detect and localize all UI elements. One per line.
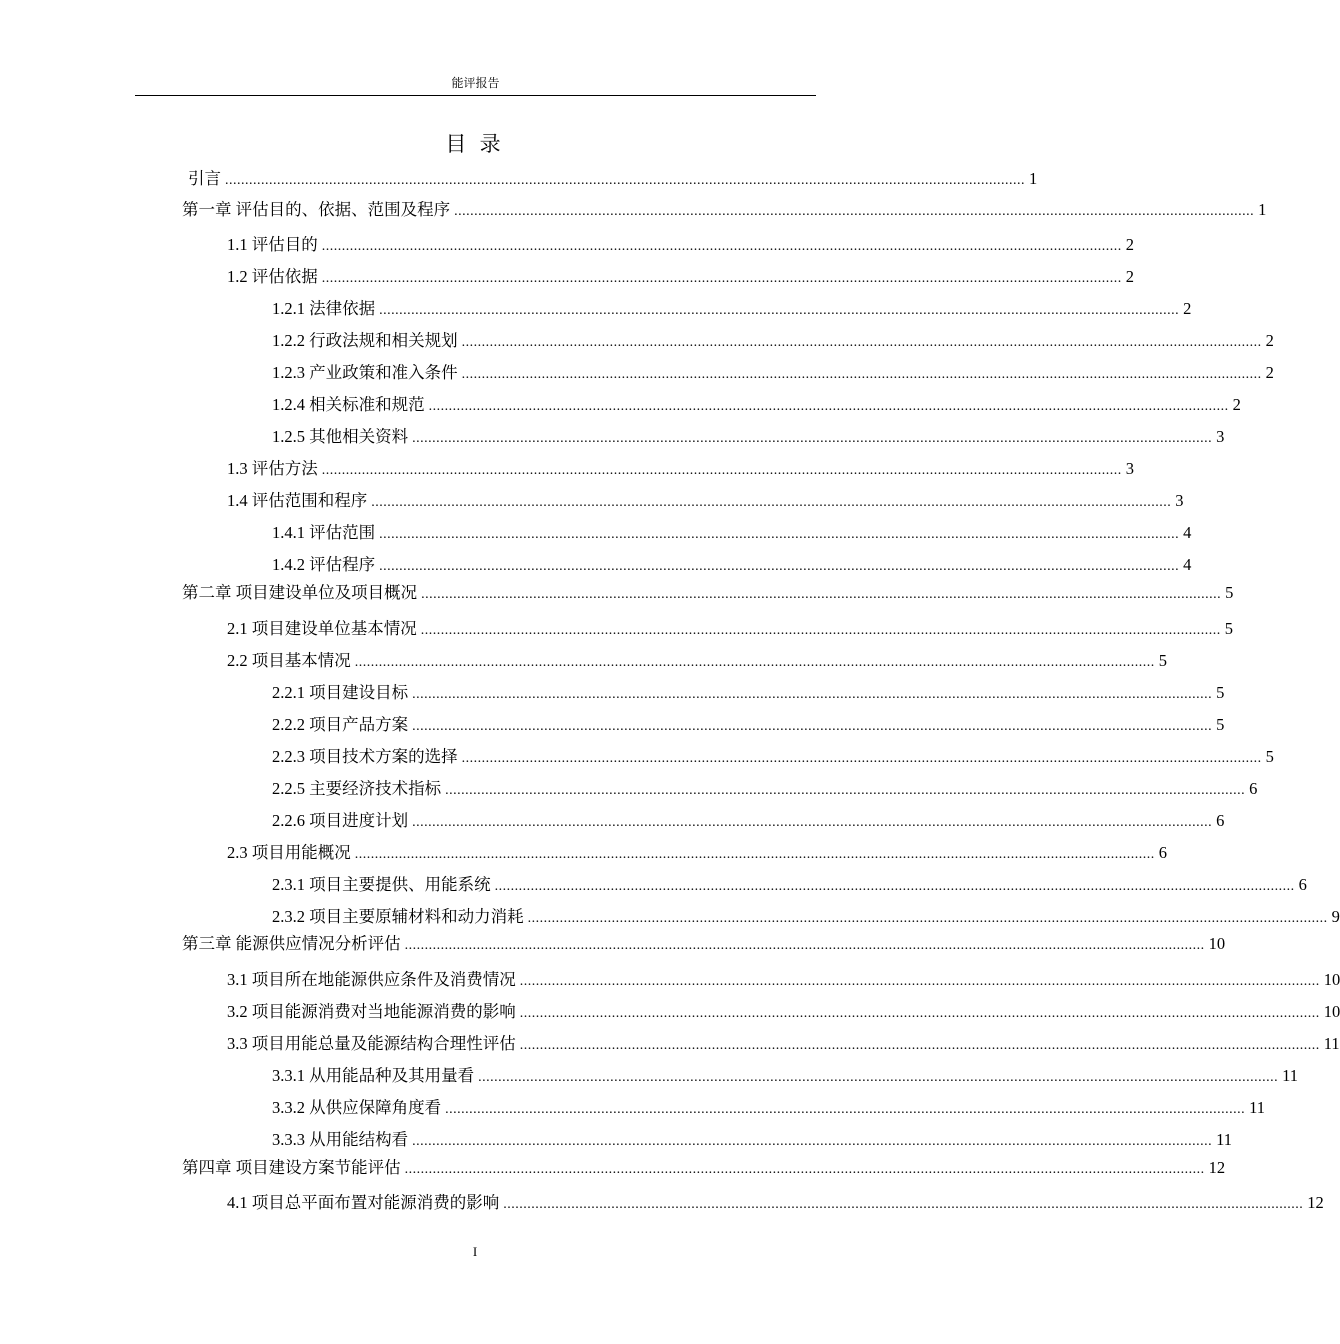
page-number: I [472, 1244, 478, 1259]
toc-entry-title: 2.2.3 项目技术方案的选择 [272, 747, 458, 766]
toc-leader-dots: ........................................................................................................................................................................................................ [494, 879, 1295, 894]
toc-entry-title: 3.3.3 从用能结构看 [272, 1130, 409, 1149]
toc-entry-page: 6 [1249, 779, 1258, 798]
toc-leader-dots: ........................................................................................................................................................................................................ [404, 1162, 1205, 1177]
toc-entry-title: 3.3 项目用能总量及能源结构合理性评估 [227, 1034, 516, 1053]
toc-entry[interactable] [272, 328, 1274, 354]
toc-leader-dots: ........................................................................................................................................................................................................ [321, 463, 1122, 478]
toc-leader-dots: ........................................................................................................................................................................................................ [428, 399, 1229, 414]
toc-entry[interactable] [272, 808, 1225, 834]
toc-leader-dots: ........................................................................................................................................................................................................ [461, 335, 1262, 350]
toc-entry-title: 1.2.1 法律依据 [272, 299, 376, 318]
toc-entry-page: 11 [1249, 1098, 1266, 1117]
toc-entry[interactable] [272, 872, 1307, 898]
toc-leader-dots: ........................................................................................................................................................................................................ [379, 527, 1180, 542]
toc-entry-title: 第二章 项目建设单位及项目概况 [182, 583, 418, 602]
toc-leader-dots: ........................................................................................................................................................................................................ [379, 303, 1180, 318]
toc-leader-dots: ........................................................................................................................................................................................................ [478, 1070, 1279, 1085]
toc-entry-title: 2.2.6 项目进度计划 [272, 811, 409, 830]
toc-entry-title: 2.2.2 项目产品方案 [272, 715, 409, 734]
toc-entry-page: 5 [1225, 583, 1234, 602]
toc-entry-title: 2.2.5 主要经济技术指标 [272, 779, 442, 798]
toc-entry-page: 2 [1125, 235, 1134, 254]
toc-entry-title: 第一章 评估目的、依据、范围及程序 [182, 200, 451, 219]
toc-entry-title: 1.2.3 产业政策和准入条件 [272, 363, 458, 382]
toc-entry-page: 12 [1208, 1158, 1226, 1177]
toc-leader-dots: ........................................................................................................................................................................................................ [321, 271, 1122, 286]
toc-leader-dots: ........................................................................................................................................................................................................ [420, 623, 1221, 638]
toc-entry[interactable] [227, 1190, 1324, 1216]
toc-entry[interactable] [227, 264, 1134, 290]
toc-entry[interactable] [272, 520, 1192, 546]
toc-entry-page: 2 [1232, 395, 1241, 414]
toc-entry[interactable] [272, 744, 1274, 770]
toc-entry-page: 11 [1323, 1034, 1340, 1053]
toc-entry-title: 2.2.1 项目建设目标 [272, 683, 409, 702]
toc-entry-page: 11 [1282, 1066, 1299, 1085]
toc-entry-page: 6 [1216, 811, 1225, 830]
toc-entry[interactable] [182, 580, 1234, 606]
toc-entry-title: 1.2.4 相关标准和规范 [272, 395, 425, 414]
toc-leader-dots: ........................................................................................................................................................................................................ [461, 367, 1262, 382]
toc-entry-page: 5 [1216, 683, 1225, 702]
toc-entry-title: 1.4 评估范围和程序 [227, 491, 368, 510]
toc-entry[interactable] [227, 648, 1167, 674]
toc-leader-dots: ........................................................................................................................................................................................................ [527, 911, 1328, 926]
toc-entry-title: 2.1 项目建设单位基本情况 [227, 619, 417, 638]
toc-entry[interactable] [272, 680, 1225, 706]
toc-leader-dots: ........................................................................................................................................................................................................ [412, 687, 1213, 702]
toc-entry-page: 4 [1183, 523, 1192, 542]
toc-leader-dots: ........................................................................................................................................................................................................ [519, 1038, 1320, 1053]
toc-leader-dots: ........................................................................................................................................................................................................ [445, 783, 1246, 798]
toc-entry[interactable] [272, 360, 1274, 386]
toc-entry-title: 3.3.2 从供应保障角度看 [272, 1098, 442, 1117]
toc-entry-page: 6 [1298, 875, 1307, 894]
toc-entry-title: 2.2 项目基本情况 [227, 651, 351, 670]
toc-entry-page: 2 [1265, 363, 1274, 382]
toc-entry[interactable] [272, 424, 1225, 450]
toc-entry-page: 12 [1307, 1193, 1324, 1212]
toc-entry-title: 2.3.2 项目主要原辅材料和动力消耗 [272, 907, 524, 926]
toc-entry-page: 5 [1224, 619, 1233, 638]
toc-entry-title: 1.4.2 评估程序 [272, 555, 376, 574]
toc-leader-dots: ........................................................................................................................................................................................................ [321, 239, 1122, 254]
toc-entry[interactable] [227, 232, 1134, 258]
toc-entry[interactable] [227, 456, 1134, 482]
toc-leader-dots: ........................................................................................................................................................................................................ [412, 815, 1213, 830]
toc-entry-page: 3 [1175, 491, 1184, 510]
toc-entry-page: 9 [1331, 907, 1340, 926]
toc-entry-title: 第四章 项目建设方案节能评估 [182, 1158, 401, 1177]
toc-entry-title: 1.2.2 行政法规和相关规划 [272, 331, 458, 350]
toc-entry-page: 2 [1265, 331, 1274, 350]
toc-entry[interactable] [272, 776, 1258, 802]
toc-leader-dots: ........................................................................................................................................................................................................ [421, 587, 1222, 602]
toc-entry-title: 1.1 评估目的 [227, 235, 318, 254]
running-header: 能评报告 [451, 76, 500, 90]
toc-entry-title: 2.3.1 项目主要提供、用能系统 [272, 875, 491, 894]
toc-entry[interactable] [272, 1127, 1233, 1153]
toc-entry-title: 1.3 评估方法 [227, 459, 318, 478]
toc-entry-page: 11 [1216, 1130, 1233, 1149]
toc-leader-dots: ........................................................................................................................................................................................................ [519, 974, 1320, 989]
toc-entry-title: 1.4.1 评估范围 [272, 523, 376, 542]
toc-entry-title: 1.2.5 其他相关资料 [272, 427, 409, 446]
toc-leader-dots: ........................................................................................................................................................................................................ [354, 655, 1155, 670]
toc-entry-title: 3.2 项目能源消费对当地能源消费的影响 [227, 1002, 516, 1021]
toc-entry[interactable] [182, 931, 1226, 957]
toc-entry[interactable] [272, 296, 1192, 322]
toc-entry-title: 3.1 项目所在地能源供应条件及消费情况 [227, 970, 516, 989]
toc-entry-page: 10 [1323, 1002, 1340, 1021]
toc-entry-page: 3 [1125, 459, 1134, 478]
toc-entry-title: 引言 [188, 169, 221, 188]
toc-leader-dots: ........................................................................................................................................................................................................ [454, 204, 1255, 219]
toc-entry[interactable] [227, 488, 1184, 514]
toc-leader-dots: ........................................................................................................................................................................................................ [225, 173, 1025, 188]
toc-entry-page: 5 [1216, 715, 1225, 734]
toc-entry[interactable] [227, 999, 1340, 1025]
toc-entry-page: 6 [1158, 843, 1167, 862]
toc-entry-title: 4.1 项目总平面布置对能源消费的影响 [227, 1193, 500, 1212]
toc-entry[interactable] [272, 712, 1225, 738]
toc-entry-page: 10 [1208, 934, 1226, 953]
toc-entry-page: 10 [1323, 970, 1340, 989]
toc-entry-title: 第三章 能源供应情况分析评估 [182, 934, 401, 953]
toc-entry-page: 4 [1183, 555, 1192, 574]
toc-entry-title: 2.3 项目用能概况 [227, 843, 351, 862]
toc-entry[interactable] [272, 1063, 1299, 1089]
toc-entry[interactable] [182, 197, 1267, 223]
toc-entry[interactable] [272, 392, 1241, 418]
toc-leader-dots: ........................................................................................................................................................................................................ [371, 495, 1172, 510]
toc-entry-page: 5 [1265, 747, 1274, 766]
toc-leader-dots: ........................................................................................................................................................................................................ [503, 1197, 1304, 1212]
toc-entry[interactable] [272, 904, 1340, 930]
toc-entry[interactable] [272, 552, 1192, 578]
toc-leader-dots: ........................................................................................................................................................................................................ [445, 1102, 1246, 1117]
toc-entry-page: 1 [1029, 169, 1038, 188]
toc-leader-dots: ........................................................................................................................................................................................................ [379, 559, 1180, 574]
toc-leader-dots: ........................................................................................................................................................................................................ [412, 719, 1213, 734]
toc-leader-dots: ........................................................................................................................................................................................................ [412, 431, 1213, 446]
toc-entry-title: 3.3.1 从用能品种及其用量看 [272, 1066, 475, 1085]
toc-entry[interactable] [272, 1095, 1266, 1121]
toc-entry-page: 5 [1158, 651, 1167, 670]
toc-entry[interactable] [227, 967, 1340, 993]
toc-entry-page: 3 [1216, 427, 1225, 446]
toc-leader-dots: ........................................................................................................................................................................................................ [404, 938, 1205, 953]
toc-entry[interactable] [227, 616, 1233, 642]
toc-entry[interactable] [227, 840, 1167, 866]
toc-entry-page: 1 [1258, 200, 1267, 219]
toc-entry-page: 2 [1183, 299, 1192, 318]
toc-entry[interactable] [188, 166, 1038, 192]
toc-leader-dots: ........................................................................................................................................................................................................ [412, 1134, 1213, 1149]
toc-leader-dots: ........................................................................................................................................................................................................ [461, 751, 1262, 766]
toc-leader-dots: ........................................................................................................................................................................................................ [519, 1006, 1320, 1021]
toc-entry-page: 2 [1125, 267, 1134, 286]
toc-entry[interactable] [227, 1031, 1340, 1057]
toc-title: 目 录 [445, 132, 505, 156]
toc-entry[interactable] [182, 1155, 1226, 1181]
toc-leader-dots: ........................................................................................................................................................................................................ [354, 847, 1155, 862]
toc-entry-title: 1.2 评估依据 [227, 267, 318, 286]
